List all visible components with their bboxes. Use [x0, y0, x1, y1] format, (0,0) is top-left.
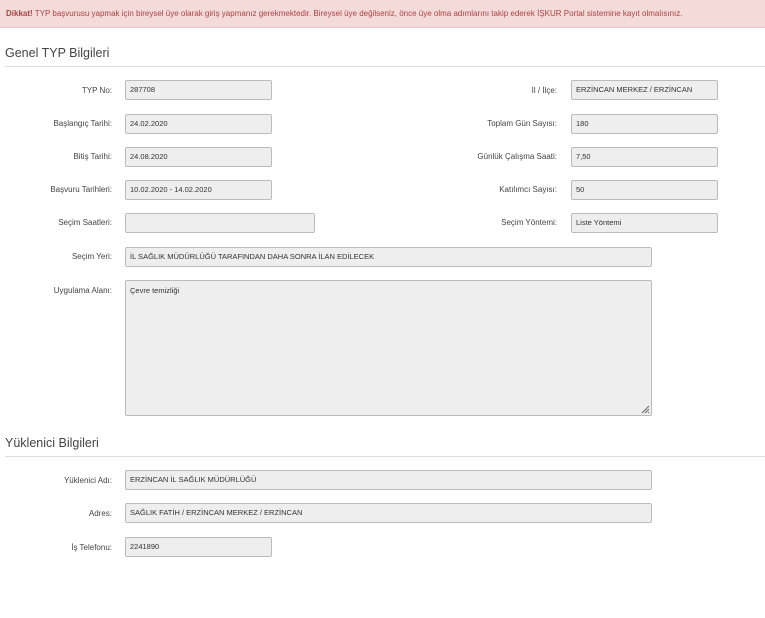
alert-text: TYP başvurusu yapmak için bireysel üye olarak giriş yapmanız gerekmektedir. Bireysel üye değilseniz, önce üye olma adımlarını takip ederek İŞKUR Portal sistemine kayıt olmalısınız.	[32, 9, 683, 18]
is-telefonu-label: İş Telefonu:	[71, 543, 112, 552]
alert-strong: Dikkat!	[6, 9, 33, 18]
toplam-gun-field[interactable]: 180	[571, 114, 718, 134]
il-ilce-label: İl / İlçe:	[531, 86, 557, 95]
yuklenici-adi-label: Yüklenici Adı:	[63, 476, 112, 485]
adres-label: Adres:	[88, 509, 112, 518]
secim-saatleri-label: Seçim Saatleri:	[58, 218, 112, 227]
gunluk-calisma-field[interactable]: 7,50	[571, 147, 718, 167]
baslangic-field[interactable]: 24.02.2020	[125, 114, 272, 134]
secim-yontemi-label: Seçim Yöntemi:	[501, 218, 557, 227]
resize-grip-icon[interactable]	[641, 405, 650, 414]
is-telefonu-field[interactable]: 2241890	[125, 537, 272, 557]
bitis-field[interactable]: 24.08.2020	[125, 147, 272, 167]
contractor-section-divider	[5, 456, 765, 457]
uygulama-text: Çevre temizliği	[130, 286, 180, 295]
secim-yeri-field[interactable]: İL SAĞLIK MÜDÜRLÜĞÜ TARAFINDAN DAHA SONRA İLAN EDİLECEK	[125, 247, 652, 267]
adres-field[interactable]: SAĞLIK FATİH / ERZİNCAN MERKEZ / ERZİNCAN	[125, 503, 652, 523]
katilimci-field[interactable]: 50	[571, 180, 718, 200]
uygulama-textarea[interactable]	[125, 280, 652, 416]
warning-alert	[0, 0, 765, 28]
secim-saatleri-field[interactable]	[125, 213, 315, 233]
yuklenici-adi-field[interactable]: ERZİNCAN İL SAĞLIK MÜDÜRLÜĞÜ	[125, 470, 652, 490]
baslangic-label: Başlangıç Tarihi:	[53, 119, 112, 128]
secim-yontemi-field[interactable]: Liste Yöntemi	[571, 213, 718, 233]
toplam-gun-label: Toplam Gün Sayısı:	[487, 119, 557, 128]
typ-no-label: TYP No:	[81, 86, 112, 95]
il-ilce-field[interactable]: ERZİNCAN MERKEZ / ERZİNCAN	[571, 80, 718, 100]
basvuru-label: Başvuru Tarihleri:	[50, 185, 112, 194]
typ-no-field[interactable]: 287708	[125, 80, 272, 100]
bitis-label: Bitiş Tarihi:	[73, 152, 112, 161]
gunluk-calisma-label: Günlük Çalışma Saati:	[477, 152, 557, 161]
contractor-section-title: Yüklenici Bilgileri	[5, 436, 99, 450]
uygulama-label: Uygulama Alanı:	[53, 286, 112, 295]
basvuru-field[interactable]: 10.02.2020 - 14.02.2020	[125, 180, 272, 200]
secim-yeri-label: Seçim Yeri:	[71, 252, 112, 261]
katilimci-label: Katılımcı Sayısı:	[499, 185, 557, 194]
general-section-divider	[5, 66, 765, 67]
general-section-title: Genel TYP Bilgileri	[5, 46, 110, 60]
